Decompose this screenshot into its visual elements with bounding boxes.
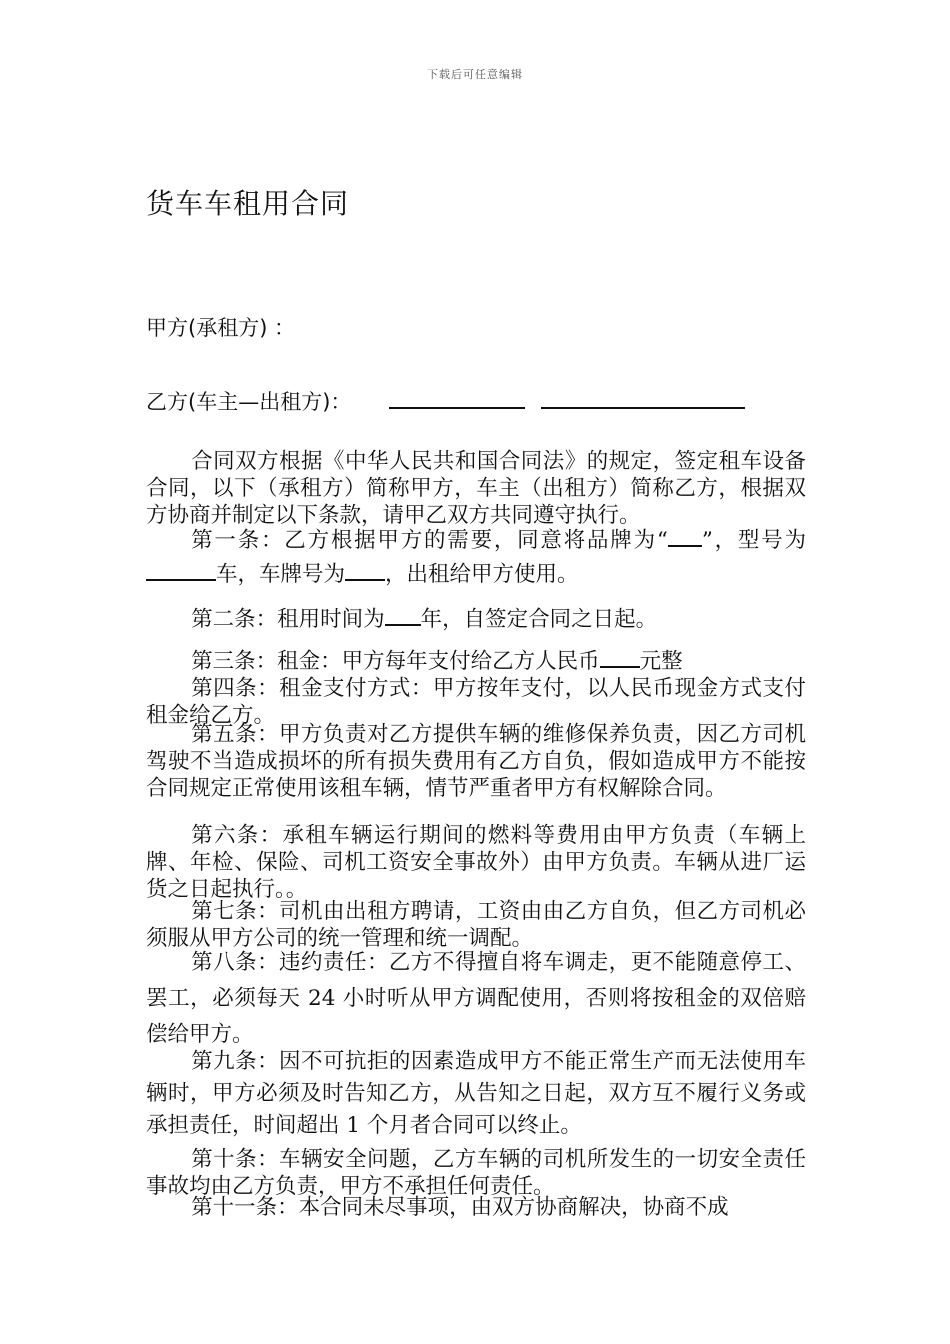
party-a-label: 甲方(承租方) ： (146, 316, 296, 340)
clause-9: 第九条：因不可抗拒的因素造成甲方不能正常生产而无法使用车辆时，甲方必须及时告知乙方，从告知之日起，双方互不履行义务或承担责任，时间超出 1 个月者合同可以终止。 (146, 1049, 806, 1138)
clause-7: 第七条：司机由出租方聘请，工资由由乙方自负，但乙方司机必须服从甲方公司的统一管理和统一调配。 (146, 899, 806, 951)
clause-8: 第八条：违约责任：乙方不得擅自将车调走，更不能随意停工、罢工，必须每天 24 小时听从甲方调配使用，否则将按租金的双倍赔偿给甲方。 (146, 950, 806, 1047)
party-b-label: 乙方(车主—出租方)： (146, 390, 352, 414)
clause-6: 第六条：承租车辆运行期间的燃料等费用由甲方负责（车辆上牌、年检、保险、司机工资安全事故外）由甲方负责。车辆从进厂运货之日起执行。。 (146, 823, 806, 902)
party-a-line (146, 312, 295, 342)
party-b-line (146, 386, 745, 416)
party-b-blank-2 (541, 389, 745, 409)
clause-4: 第四条：租金支付方式：甲方按年支付，以人民币现金方式支付租金给乙方。 (146, 676, 806, 728)
model-blank (146, 561, 216, 581)
clause-1-text-c: 车，车牌号为 (216, 562, 346, 587)
clause-2 (146, 606, 806, 633)
clause-10: 第十条：车辆安全问题，乙方车辆的司机所发生的一切安全责任事故均由乙方负责，甲方不承担任何责任。 (146, 1147, 806, 1199)
clause-1-text-a: 第一条：乙方根据甲方的需要，同意将品牌为“ (191, 528, 668, 553)
clause-5: 第五条：甲方负责对乙方提供车辆的维修保养负责，因乙方司机驾驶不当造成损坏的所有损失费用有乙方自负，假如造成甲方不能按合同规定正常使用该租车辆，情节严重者甲方有权解除合同。 (146, 722, 806, 801)
clause-2-text-a: 第二条：租用时间为 (191, 607, 385, 632)
clause-1 (146, 524, 806, 592)
clause-1-text-b: ”，型号为 (701, 528, 806, 553)
rent-blank (600, 648, 640, 668)
clause-3-text-b: 元整 (639, 649, 683, 674)
clause-1-text-d: ，出租给甲方使用。 (385, 562, 579, 587)
clause-3-text-a: 第三条：租金：甲方每年支付给乙方人民币 (191, 649, 600, 674)
clause-3 (146, 648, 806, 675)
clause-2-text-b: 年，自签定合同之日起。 (420, 607, 658, 632)
years-blank (385, 606, 421, 626)
document-title: 货车车租用合同 (146, 187, 350, 220)
intro-paragraph: 合同双方根据《中华人民共和国合同法》的规定，签定租车设备合同，以下（承租方）简称甲方，车主（出租方）简称乙方，根据双方协商并制定以下条款，请甲乙双方共同遵守执行。 (146, 449, 806, 528)
brand-blank (668, 527, 702, 547)
header-note: 下载后可任意编辑 (427, 68, 523, 81)
clause-11: 第十一条：本合同未尽事项，由双方协商解决，协商不成 (191, 1195, 729, 1220)
plate-blank (345, 561, 385, 581)
party-b-blank-1 (389, 389, 525, 409)
